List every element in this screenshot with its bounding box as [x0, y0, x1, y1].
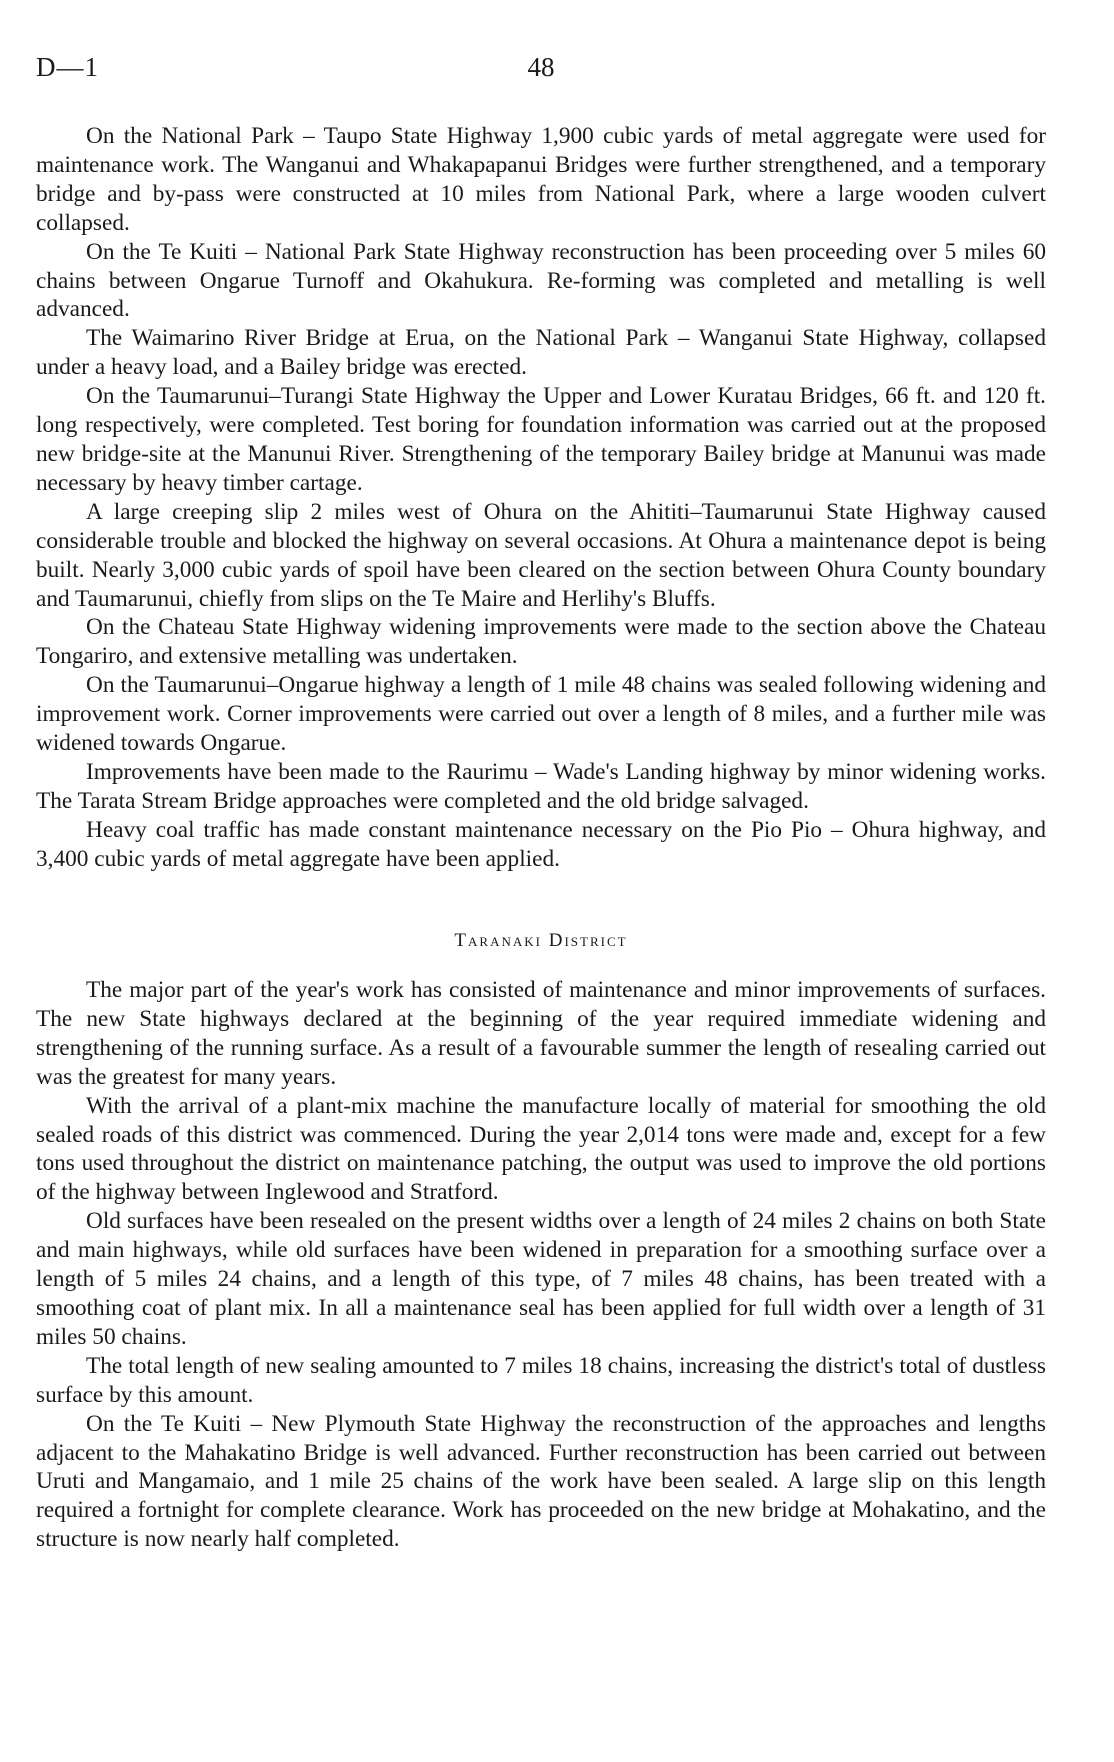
- paragraph: On the Taumarunui–Ongarue highway a length of 1 mile 48 chains was sealed following widening and improvement work. Corner improvements were carried out over a length of 8 miles, and a further mile was widened towards Ongarue.: [36, 672, 1046, 757]
- paragraph: Old surfaces have been resealed on the present widths over a length of 24 miles 2 chains on both State and main highways, while old surfaces have been widened in preparation for a smoothing surface over a length of 5 miles 24 chains, and a length of this type, of 7 miles 48 chains, has been treated with a smoothing coat of plant mix. In all a maintenance seal has been applied for full width over a length of 31 miles 50 chains.: [36, 1208, 1046, 1350]
- section-heading: Taranaki District: [454, 930, 628, 951]
- paragraph: On the Taumarunui–Turangi State Highway the Upper and Lower Kuratau Bridges, 66 ft. and 120 ft. long respectively, were completed. Test boring for foundation information was carried out at the proposed new bridge-site at the Manunui River. Strengthening of the temporary Bailey bridge at Manunui was made necessary by heavy timber cartage.: [36, 383, 1046, 496]
- paragraph: The Waimarino River Bridge at Erua, on the National Park – Wanganui State Highway, collapsed under a heavy load, and a Bailey bridge was erected.: [36, 325, 1046, 381]
- paragraph: On the Chateau State Highway widening improvements were made to the section above the Chateau Tongariro, and extensive metalling was undertaken.: [36, 614, 1046, 670]
- page-id: D—1: [36, 52, 99, 82]
- paragraph: A large creeping slip 2 miles west of Ohura on the Ahititi–Taumarunui State Highway caused considerable trouble and blocked the highway on several occasions. At Ohura a maintenance depot is being built. Nearly 3,000 cubic yards of spoil have been cleared on the section between Ohura County boundary and Taumarunui, chiefly from slips on the Te Maire and Herlihy's Bluffs.: [36, 498, 1046, 612]
- taranaki-section: [36, 976, 1046, 1554]
- paragraph: On the Te Kuiti – National Park State Highway reconstruction has been proceeding over 5 miles 60 chains between Ongarue Turnoff and Okahukura. Re-forming was completed and metalling is well advanced.: [36, 238, 1046, 323]
- paragraph: Improvements have been made to the Raurimu – Wade's Landing highway by minor widening works. The Tarata Stream Bridge approaches were completed and the old bridge salvaged.: [36, 758, 1046, 814]
- page-number: 48: [527, 52, 555, 82]
- page-header: [36, 52, 1046, 92]
- paragraph: The major part of the year's work has consisted of maintenance and minor improvements of surfaces. The new State highways declared at the beginning of the year required immediate widening and strengthening of the running surface. As a result of a favourable summer the length of resealing carried out was the greatest for many years.: [36, 977, 1046, 1090]
- paragraph: Heavy coal traffic has made constant maintenance necessary on the Pio Pio – Ohura highway, and 3,400 cubic yards of metal aggregate have been applied.: [36, 816, 1046, 872]
- paragraph: On the National Park – Taupo State Highway 1,900 cubic yards of metal aggregate were used for maintenance work. The Wanganui and Whakapapanui Bridges were further strengthened, and a temporary bridge and by-pass were constructed at 10 miles from National Park, where a large wooden culvert collapsed.: [36, 123, 1046, 236]
- paragraph: With the arrival of a plant-mix machine the manufacture locally of material for smoothing the old sealed roads of this district was commenced. During the year 2,014 tons were made and, except for a few tons used throughout the district on maintenance patching, the output was used to improve the old portions of the highway between Inglewood and Stratford.: [36, 1092, 1046, 1206]
- paragraph: On the Te Kuiti – New Plymouth State Highway the reconstruction of the approaches and lengths adjacent to the Mahakatino Bridge is well advanced. Further reconstruction has been carried out between Uruti and Mangamaio, and 1 mile 25 chains of the work have been sealed. A large slip on this length required a fortnight for complete clearance. Work has proceeded on the new bridge at Mohakatino, and the structure is now nearly half completed.: [36, 1410, 1046, 1553]
- paragraph: The total length of new sealing amounted to 7 miles 18 chains, increasing the district's total of dustless surface by this amount.: [36, 1352, 1046, 1408]
- national-park-section: [36, 122, 1046, 874]
